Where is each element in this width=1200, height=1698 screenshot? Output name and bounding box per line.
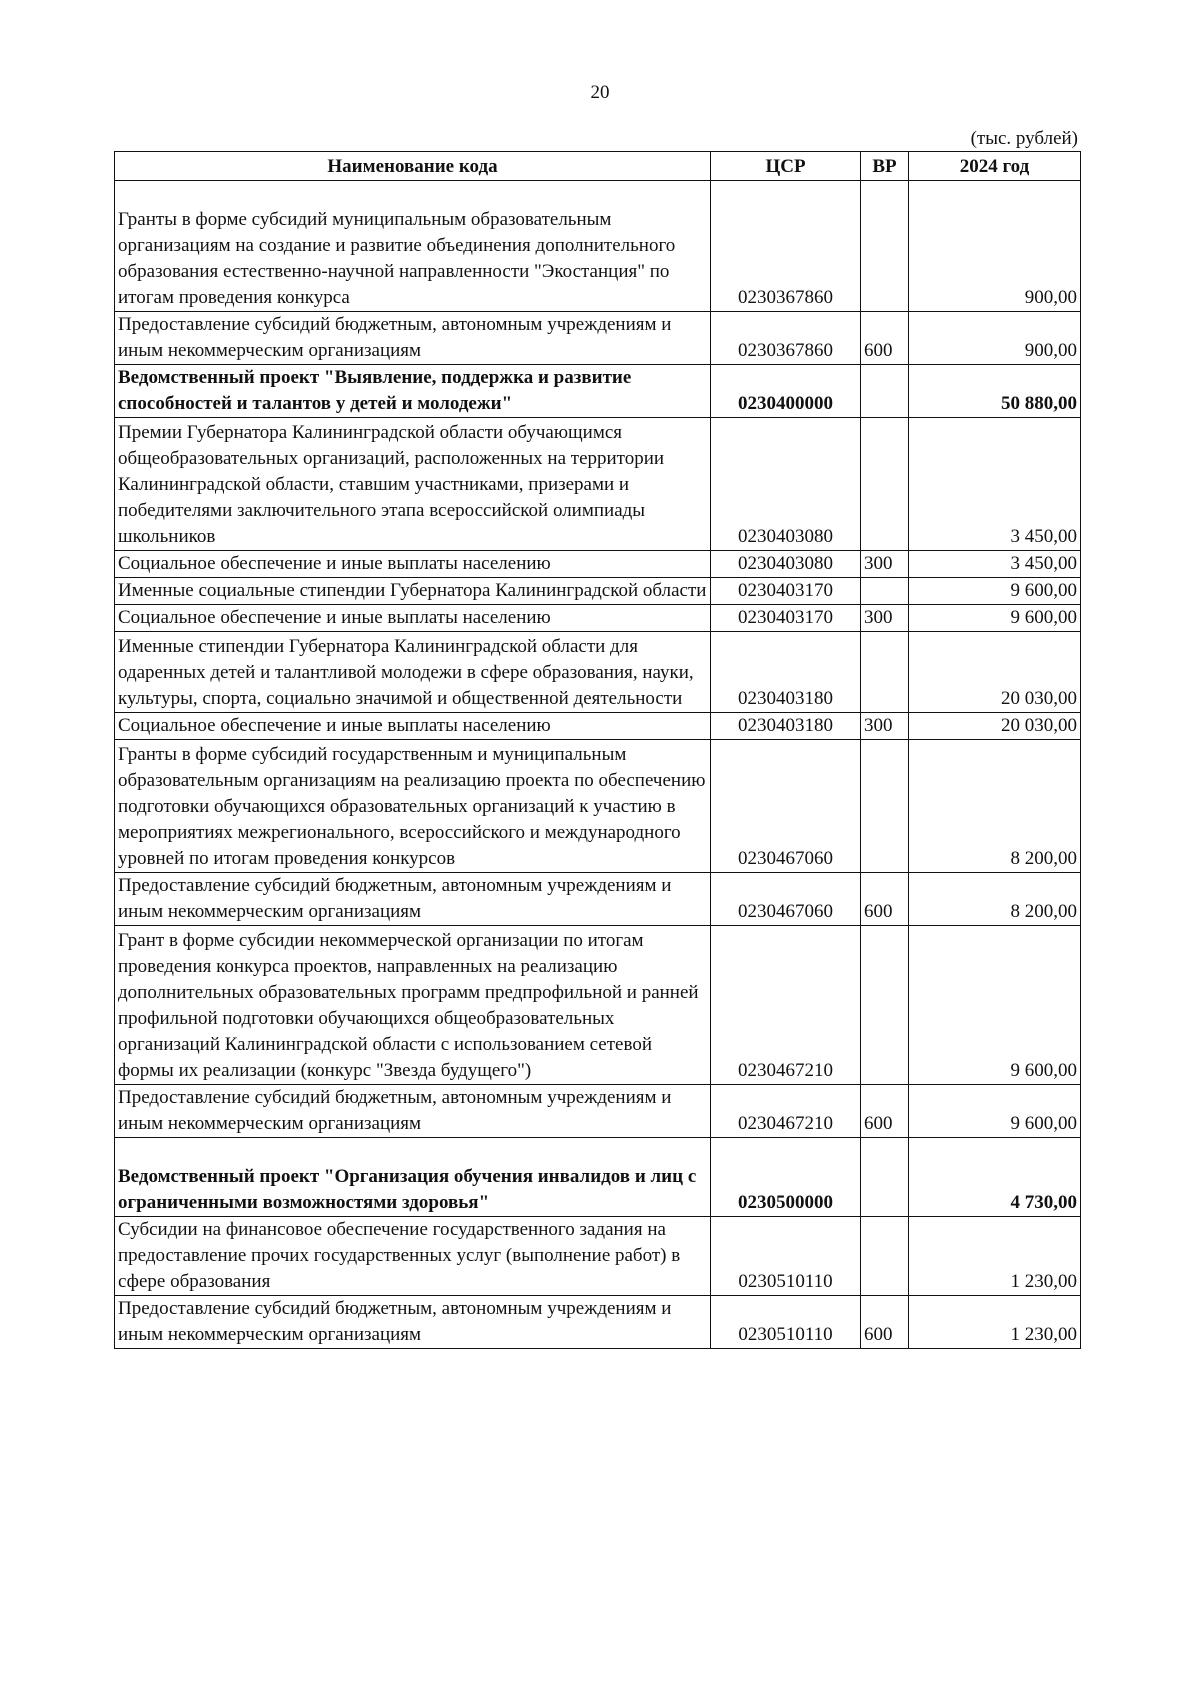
cell-name: Именные социальные стипендии Губернатора Калининградской области	[115, 578, 711, 605]
table-row	[115, 873, 1081, 926]
cell-name: Именные стипендии Губернатора Калининградской области для одаренных детей и талантливой молодежи в сфере образования, науки, культуры, спорта, социально значимой и общественной деятельности	[115, 632, 711, 713]
cell-vr	[861, 632, 909, 713]
cell-amount: 9 600,00	[909, 1085, 1081, 1138]
cell-name: Премии Губернатора Калининградской области обучающимся общеобразовательных организаций, расположенных на территории Калининградской области, ставшим участниками, призерами и победителями заключительного этапа всероссийской олимпиады школьников	[115, 418, 711, 551]
cell-name: Предоставление субсидий бюджетным, автономным учреждениям и иным некоммерческим организациям	[115, 312, 711, 365]
cell-name: Ведомственный проект "Организация обучения инвалидов и лиц с ограниченными возможностями здоровья"	[115, 1138, 711, 1217]
cell-csr: 0230403170	[711, 578, 861, 605]
cell-amount: 50 880,00	[909, 365, 1081, 418]
cell-csr: 0230467210	[711, 926, 861, 1085]
cell-csr: 0230467060	[711, 740, 861, 873]
cell-amount: 900,00	[909, 181, 1081, 312]
cell-amount: 900,00	[909, 312, 1081, 365]
cell-amount: 20 030,00	[909, 632, 1081, 713]
cell-name: Субсидии на финансовое обеспечение государственного задания на предоставление прочих государственных услуг (выполнение работ) в сфере образования	[115, 1217, 711, 1296]
cell-csr: 0230400000	[711, 365, 861, 418]
cell-amount: 8 200,00	[909, 873, 1081, 926]
header-name: Наименование кода	[115, 152, 711, 181]
cell-vr: 300	[861, 551, 909, 578]
table-row	[115, 740, 1081, 873]
cell-csr: 0230510110	[711, 1296, 861, 1349]
cell-vr	[861, 740, 909, 873]
cell-name: Предоставление субсидий бюджетным, автономным учреждениям и иным некоммерческим организациям	[115, 1085, 711, 1138]
table-row	[115, 181, 1081, 312]
cell-amount: 8 200,00	[909, 740, 1081, 873]
cell-csr: 0230467210	[711, 1085, 861, 1138]
cell-csr: 0230367860	[711, 181, 861, 312]
header-amount: 2024 год	[909, 152, 1081, 181]
page-number: 20	[590, 82, 610, 103]
cell-amount: 4 730,00	[909, 1138, 1081, 1217]
header-vr: ВР	[861, 152, 909, 181]
cell-csr: 0230403170	[711, 605, 861, 632]
cell-csr: 0230403080	[711, 418, 861, 551]
table-row	[115, 1138, 1081, 1217]
table-row	[115, 418, 1081, 551]
cell-vr	[861, 365, 909, 418]
cell-csr: 0230510110	[711, 1217, 861, 1296]
table-row	[115, 1217, 1081, 1296]
cell-vr: 600	[861, 1296, 909, 1349]
cell-csr: 0230403080	[711, 551, 861, 578]
cell-amount: 3 450,00	[909, 418, 1081, 551]
header-csr: ЦСР	[711, 152, 861, 181]
table-row	[115, 632, 1081, 713]
cell-name: Гранты в форме субсидий государственным и муниципальным образовательным организациям на реализацию проекта по обеспечению подготовки обучающихся образовательных организаций к участию в мероприятиях межрегионального, всероссийского и международного уровней по итогам проведения конкурсов	[115, 740, 711, 873]
cell-vr	[861, 1138, 909, 1217]
cell-name: Социальное обеспечение и иные выплаты населению	[115, 605, 711, 632]
cell-amount: 9 600,00	[909, 926, 1081, 1085]
cell-name: Грант в форме субсидии некоммерческой организации по итогам проведения конкурса проектов, направленных на реализацию дополнительных образовательных программ предпрофильной и ранней профильной подготовки обучающихся общеобразовательных организаций Калининградской области с использованием сетевой формы их реализации (конкурс "Звезда будущего")	[115, 926, 711, 1085]
cell-vr	[861, 418, 909, 551]
table-row	[115, 551, 1081, 578]
cell-name: Предоставление субсидий бюджетным, автономным учреждениям и иным некоммерческим организациям	[115, 873, 711, 926]
cell-name: Ведомственный проект "Выявление, поддержка и развитие способностей и талантов у детей и молодежи"	[115, 365, 711, 418]
table-row	[115, 713, 1081, 740]
cell-csr: 0230500000	[711, 1138, 861, 1217]
cell-vr	[861, 578, 909, 605]
cell-vr: 300	[861, 605, 909, 632]
cell-name: Гранты в форме субсидий муниципальным образовательным организациям на создание и развитие объединения дополнительного образования естественно-научной направленности "Экостанция" по итогам проведения конкурса	[115, 181, 711, 312]
table-row	[115, 1296, 1081, 1349]
units-label: (тыс. рублей)	[970, 128, 1078, 149]
cell-name: Социальное обеспечение и иные выплаты населению	[115, 551, 711, 578]
cell-amount: 9 600,00	[909, 605, 1081, 632]
table-row	[115, 605, 1081, 632]
cell-vr	[861, 926, 909, 1085]
table-row	[115, 578, 1081, 605]
cell-csr: 0230367860	[711, 312, 861, 365]
cell-csr: 0230403180	[711, 713, 861, 740]
table-row	[115, 365, 1081, 418]
cell-vr	[861, 1217, 909, 1296]
table-row	[115, 1085, 1081, 1138]
cell-csr: 0230467060	[711, 873, 861, 926]
cell-amount: 20 030,00	[909, 713, 1081, 740]
cell-vr: 600	[861, 312, 909, 365]
cell-amount: 9 600,00	[909, 578, 1081, 605]
cell-csr: 0230403180	[711, 632, 861, 713]
budget-table	[114, 151, 1081, 1349]
cell-amount: 1 230,00	[909, 1296, 1081, 1349]
header-row	[115, 152, 1081, 181]
cell-vr	[861, 181, 909, 312]
cell-name: Социальное обеспечение и иные выплаты населению	[115, 713, 711, 740]
cell-vr: 600	[861, 1085, 909, 1138]
cell-amount: 1 230,00	[909, 1217, 1081, 1296]
table-row	[115, 926, 1081, 1085]
cell-name: Предоставление субсидий бюджетным, автономным учреждениям и иным некоммерческим организациям	[115, 1296, 711, 1349]
cell-vr: 300	[861, 713, 909, 740]
cell-amount: 3 450,00	[909, 551, 1081, 578]
cell-vr: 600	[861, 873, 909, 926]
table-row	[115, 312, 1081, 365]
